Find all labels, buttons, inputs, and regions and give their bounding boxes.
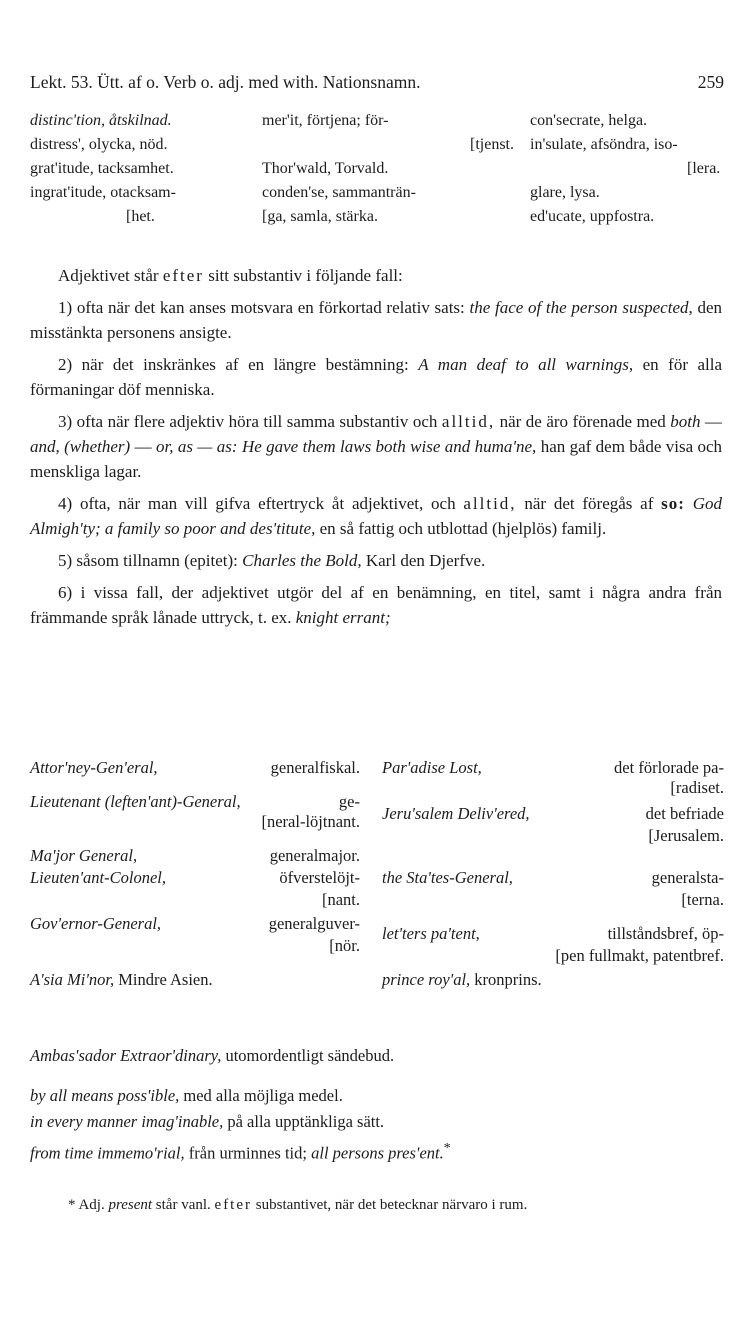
english-word: as — as: [177, 437, 238, 456]
footnote-marker: * [68, 1197, 76, 1213]
translation: [Jerusalem. [648, 826, 724, 845]
phrase-line [30, 1086, 343, 1106]
english-example: God Almigh'ty; a family so poor and des'titute, [30, 494, 723, 538]
footnote [30, 1196, 724, 1215]
translation: Mindre Asien. [118, 970, 213, 989]
english-word: present [108, 1197, 153, 1213]
rule-1 [30, 295, 722, 345]
compound-entry [30, 868, 360, 888]
translation: [radiset. [670, 778, 724, 797]
translation: generalfiskal. [270, 758, 360, 777]
english-term: A'sia Mi'nor, [30, 970, 115, 989]
compound-entry [30, 846, 360, 866]
english-term: the Sta'tes-General, [382, 868, 513, 887]
translation: med alla möjliga medel. [183, 1086, 343, 1105]
glossary-entry: grat'itude, tacksamhet. [30, 160, 174, 177]
english-phrase: in every manner imag'inable, [30, 1112, 224, 1131]
keyword: so: [661, 494, 685, 513]
translation: generalmajor. [269, 846, 360, 865]
translation: från urminnes tid; [188, 1143, 307, 1163]
text: Karl den Djerfve. [365, 551, 486, 570]
translation: ge- [338, 792, 360, 811]
english-term: Gov'ernor-General, [30, 914, 162, 933]
glossary-entry: ingrat'itude, otacksam- [30, 184, 176, 201]
text: Adj. [78, 1197, 105, 1213]
text: 6) i vissa fall, der adjektivet utgör del af en benämning, en titel, samt i några andra från främmande språk lånade uttryck, t. ex. [30, 583, 722, 627]
glossary-entry: mer'it, förtjena; för- [262, 112, 389, 129]
rule-6 [30, 580, 722, 630]
rule-3 [30, 409, 722, 484]
text: Adjektivet står [58, 266, 159, 285]
translation: på alla upptänkliga sätt. [227, 1112, 385, 1131]
english-word: both [670, 412, 701, 431]
english-example: knight errant; [295, 608, 391, 627]
translation: det förlorade pa- [614, 758, 724, 777]
glossary-entry: ed'ucate, uppfostra. [530, 208, 655, 225]
english-example: Charles the Bold, [242, 551, 362, 570]
translation: utomordentligt sändebud. [225, 1046, 395, 1065]
glossary-entry: [lera. [687, 160, 721, 177]
english-phrase: all persons pres'ent. [311, 1143, 444, 1163]
english-example: the face of the person suspected, [469, 298, 693, 317]
glossary-row [30, 160, 724, 182]
english-term: Ambas'sador Extraor'dinary, [30, 1046, 222, 1065]
emphasis: alltid, [463, 494, 517, 513]
english-example: He gave them laws both wise and huma'ne, [241, 437, 537, 456]
compound-entry [382, 804, 724, 824]
english-example: A man deaf to all warnings, [418, 355, 634, 374]
text: sitt substantiv i följande fall: [208, 266, 403, 285]
compound-entry-wide [30, 1046, 394, 1066]
text: 4) ofta, när man vill gifva eftertryck åt adjektivet, och [58, 494, 456, 513]
glossary-entry: conden'se, sammanträn- [262, 184, 416, 201]
phrase-line [30, 1140, 451, 1164]
english-term: Jeru'salem Deliv'ered, [382, 804, 530, 823]
text: 3) ofta när flere adjektiv höra till samma substantiv och [58, 412, 438, 431]
glossary-entry: glare, lysa. [530, 184, 600, 201]
text: substantivet, när det betecknar närvaro i rum. [255, 1197, 528, 1213]
translation: [nör. [329, 936, 360, 955]
glossary-entry: distinc'tion, åtskilnad. [30, 112, 172, 129]
compound-entry [382, 970, 724, 990]
translation: tillståndsbref, öp- [607, 924, 724, 943]
rule-intro [30, 263, 722, 288]
text: 1) ofta när det kan anses motsvara en förkortad relativ sats: [58, 298, 465, 317]
english-phrase: from time immemo'rial, [30, 1143, 185, 1163]
rule-2 [30, 352, 722, 402]
footnote-marker: * [443, 1140, 451, 1155]
english-term: Par'adise Lost, [382, 758, 482, 777]
glossary-row [30, 184, 724, 206]
english-phrase: by all means poss'ible, [30, 1086, 180, 1105]
grammar-rules [30, 263, 722, 637]
english-word: and, (whether) [30, 437, 131, 456]
text: han gaf dem både visa och menskliga lagar. [30, 437, 723, 481]
english-word: or, [155, 437, 174, 456]
compound-entry [30, 970, 360, 990]
compound-entry [382, 868, 724, 888]
translation: [pen fullmakt, patentbref. [555, 946, 724, 965]
running-title: Lekt. 53. Ütt. af o. Verb o. adj. med with. Nationsnamn. [30, 72, 421, 92]
compound-entry [382, 758, 724, 778]
compound-entry [30, 914, 360, 934]
glossary-row [30, 208, 724, 230]
compound-entry [30, 792, 360, 812]
translation: generalsta- [651, 868, 724, 887]
text: 2) när det inskränkes af en längre bestämning: [58, 355, 409, 374]
translation: öfverstelöjt- [279, 868, 360, 887]
rule-5 [30, 548, 722, 573]
text: en för alla förmaningar döf menniska. [30, 355, 723, 399]
english-term: Lieutenant (leften'ant)-General, [30, 792, 241, 811]
text: en så fattig och utblottad (hjelplös) familj. [319, 519, 607, 538]
glossary-entry: [tjenst. [470, 136, 514, 153]
glossary-entry: [het. [126, 208, 155, 225]
emphasis: alltid, [441, 412, 496, 431]
compound-entry [382, 924, 724, 944]
text: står vanl. [155, 1197, 211, 1213]
translation: [neral-löjtnant. [261, 812, 360, 831]
glossary-entry: Thor'wald, Torvald. [262, 160, 389, 177]
glossary-entry: in'sulate, afsöndra, iso- [530, 136, 678, 153]
phrase-line [30, 1112, 384, 1132]
text: när de äro förenade med [499, 412, 666, 431]
footnote-text [30, 1196, 724, 1215]
translation: [nant. [321, 890, 360, 909]
text: 5) såsom tillnamn (epitet): [58, 551, 238, 570]
text: när det föregås af [524, 494, 654, 513]
dash: — [705, 412, 723, 431]
rule-4 [30, 491, 722, 541]
emphasis: efter [214, 1197, 253, 1213]
page-number: 259 [697, 72, 724, 92]
glossary-row [30, 112, 724, 134]
english-term: Lieuten'ant-Colonel, [30, 868, 166, 887]
compound-entry [30, 758, 360, 778]
emphasis: efter [162, 266, 204, 285]
english-term: Attor'ney-Gen'eral, [30, 758, 158, 777]
text: den misstänkta personens ansigte. [30, 298, 723, 342]
glossary-row [30, 136, 724, 158]
glossary-entry: distress', olycka, nöd. [30, 136, 168, 153]
english-term: let'ters pa'tent, [382, 924, 480, 943]
glossary-entry: con'secrate, helga. [530, 112, 648, 129]
english-term: Ma'jor General, [30, 846, 138, 865]
dash: — [134, 437, 152, 456]
translation: [terna. [681, 890, 724, 909]
glossary-entry: [ga, samla, stärka. [262, 208, 378, 225]
translation: kronprins. [474, 970, 542, 989]
translation: generalguver- [268, 914, 360, 933]
english-term: prince roy'al, [382, 970, 471, 989]
translation: det befriade [645, 804, 724, 823]
